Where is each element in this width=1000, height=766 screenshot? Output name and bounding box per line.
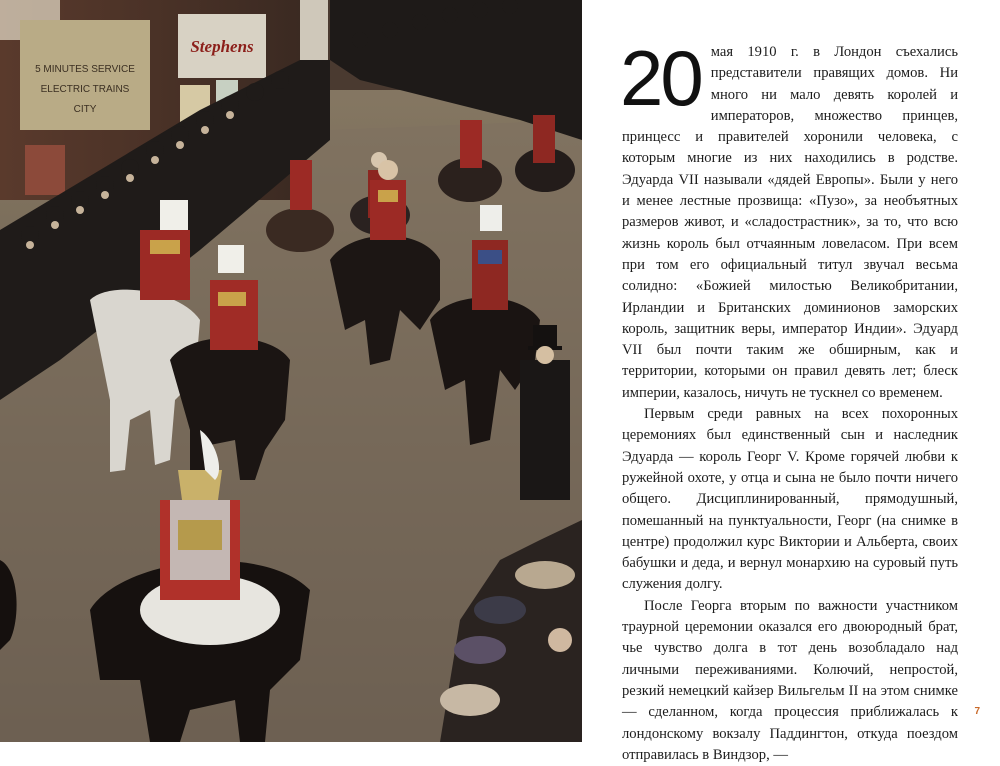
paragraph-1: 20 мая 1910 г. в Лондон съехались представители правящих домов. Ни много ни мало девять королей и императоров, множество принцев, принцесс и правителей хоронили человека, с которым многие из них находились в родстве. Эдуарда VII называли «дядей Европы». Были у него и менее лестные прозвища: «Пузо», за необъятных размеров живот, и «сладострастник», за то, что всю жизнь король был отчаянным ловеласом. При всем при том его официальный титул звучал весьма солидно: «Божией милостью Великобритании, Ирландии и Британских доминионов заморских король, защитник веры, император Индии». Эдуард VII был почти таким же обширным, как и территории, которыми он правил девять лет; блеск империи, казалось, ничуть не тускнел со временем. xyxy=(620,34,958,401)
page-number: 7 xyxy=(974,706,980,717)
sign-electric: ELECTRIC TRAINS xyxy=(40,84,130,95)
article-body xyxy=(620,34,958,766)
paragraph-3: После Георга вторым по важности участником траурной церемонии оказался его двоюродный брат, чье чувство долга в тот день возобладало над личными переживаниями. Колючий, непростой, резкий немецкий кайзер Вильгельм II на этом снимке — сделанном, когда процессия приближалась к лондонскому вокзалу Паддингтон, откуда поездом отправилась в Виндзор, — xyxy=(622,597,958,763)
sign-minutes: 5 MINUTES SERVICE xyxy=(35,64,135,75)
advert-board xyxy=(20,20,150,130)
svg-text:Stephens: Stephens xyxy=(190,37,254,56)
drop-cap: 20 xyxy=(620,34,701,122)
sign-city: CITY xyxy=(73,104,97,115)
text-page xyxy=(582,0,1000,763)
stephens-sign xyxy=(178,14,266,78)
paragraph-2: Первым среди равных на всех похоронных церемониях был единственный сын и наследник Эдуарда — король Георг V. Кроме горячей любви к ружейной охоте, у отца и сына не было почти ничего общего. Дисциплинированный, прямодушный, помешанный на пунктуальности, Георг (на снимке в центре) продолжил курс Виктории и Альберта, своих бабушки и деда, и вернул монархию на суровый путь служения долгу. xyxy=(622,406,958,593)
